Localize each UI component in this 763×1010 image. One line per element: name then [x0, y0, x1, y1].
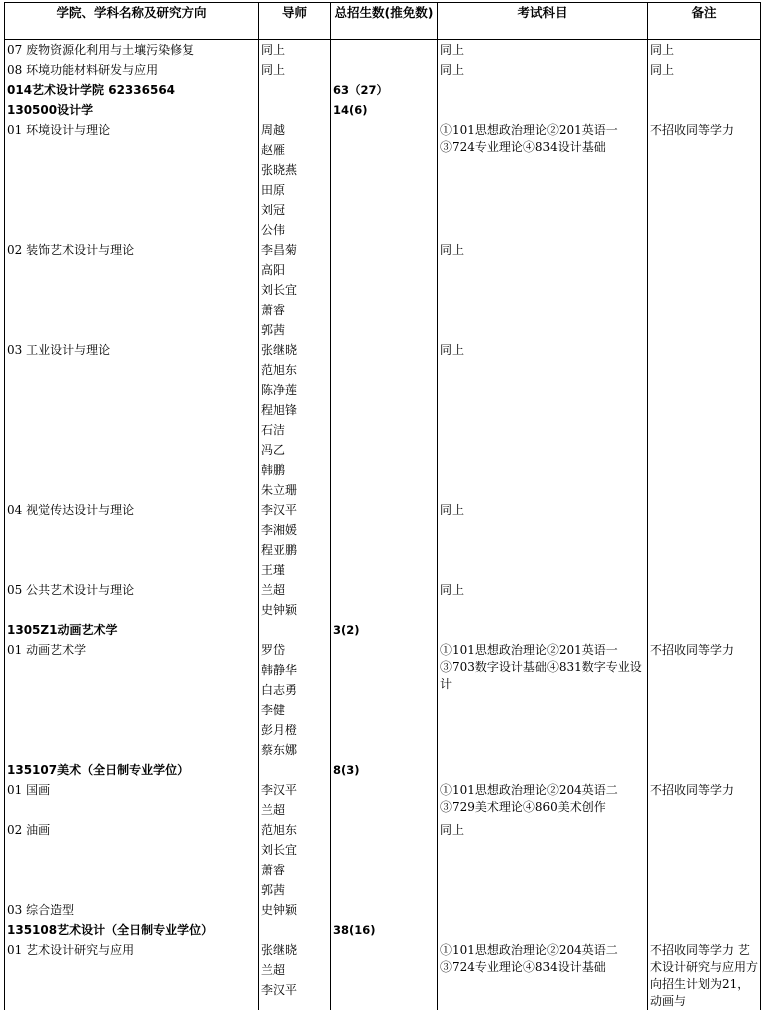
header-direction: 学院、学科名称及研究方向: [5, 3, 259, 40]
direction-cell: 05 公共艺术设计与理论: [5, 580, 259, 620]
tutor-cell: 张继晓 范旭东 陈净莲 程旭锋 石洁 冯乙 韩鹏 朱立珊: [259, 340, 331, 500]
exam-cell: 同上: [438, 340, 648, 500]
table-row: [5, 500, 761, 580]
table-row: [5, 900, 761, 920]
note-cell: 不招收同等学力 艺术设计研究与应用方向招生计划为21，动画与: [648, 940, 761, 1010]
exam-cell: 同上: [438, 500, 648, 580]
direction-cell: 04 视觉传达设计与理论: [5, 500, 259, 580]
note-cell: [648, 900, 761, 920]
table-row: [5, 920, 761, 940]
quota-cell: [331, 580, 438, 620]
exam-cell: 同上: [438, 60, 648, 80]
table-body: [5, 40, 761, 1010]
quota-cell: [331, 780, 438, 820]
admissions-table: [4, 2, 761, 1010]
quota-cell: [331, 900, 438, 920]
direction-cell: 01 艺术设计研究与应用: [5, 940, 259, 1010]
exam-cell: 同上: [438, 240, 648, 340]
direction-cell: 02 装饰艺术设计与理论: [5, 240, 259, 340]
exam-cell: 同上: [438, 580, 648, 620]
tutor-cell: 李昌菊 高阳 刘长宜 萧睿 郭茜: [259, 240, 331, 340]
note-cell: [648, 620, 761, 640]
quota-cell: [331, 940, 438, 1010]
table-row: [5, 80, 761, 100]
table-row: [5, 60, 761, 80]
exam-cell: [438, 920, 648, 940]
tutor-cell: 范旭东 刘长宜 萧睿 郭茜: [259, 820, 331, 900]
tutor-cell: 周越 赵雁 张晓燕 田原 刘冠 公伟: [259, 120, 331, 240]
table-row: [5, 780, 761, 820]
header-quota: 总招生数(推免数): [331, 3, 438, 40]
table-row: [5, 940, 761, 1010]
quota-cell: [331, 240, 438, 340]
table-row: [5, 40, 761, 61]
header-note: 备注: [648, 3, 761, 40]
tutor-cell: 张继晓 兰超 李汉平: [259, 940, 331, 1010]
quota-cell: [331, 500, 438, 580]
quota-cell: [331, 340, 438, 500]
note-cell: [648, 500, 761, 580]
quota-cell: [331, 40, 438, 61]
tutor-cell: [259, 100, 331, 120]
tutor-cell: 李汉平 兰超: [259, 780, 331, 820]
note-cell: [648, 760, 761, 780]
table-row: [5, 580, 761, 620]
quota-cell: [331, 60, 438, 80]
table-row: [5, 640, 761, 760]
exam-cell: 同上: [438, 820, 648, 900]
note-cell: 同上: [648, 40, 761, 61]
note-cell: 不招收同等学力: [648, 640, 761, 760]
direction-cell: 01 国画: [5, 780, 259, 820]
quota-cell: 3(2): [331, 620, 438, 640]
exam-cell: ①101思想政治理论②201英语一③703数字设计基础④831数字专业设计: [438, 640, 648, 760]
note-cell: [648, 920, 761, 940]
direction-cell: 07 废物资源化利用与土壤污染修复: [5, 40, 259, 61]
tutor-cell: 史钟颖: [259, 900, 331, 920]
header-row: [5, 3, 761, 40]
note-cell: 同上: [648, 60, 761, 80]
tutor-cell: [259, 80, 331, 100]
note-cell: 不招收同等学力: [648, 120, 761, 240]
tutor-cell: 兰超 史钟颖: [259, 580, 331, 620]
note-cell: [648, 340, 761, 500]
note-cell: [648, 100, 761, 120]
tutor-cell: 同上: [259, 40, 331, 61]
note-cell: 不招收同等学力: [648, 780, 761, 820]
direction-cell: 01 环境设计与理论: [5, 120, 259, 240]
direction-cell: 08 环境功能材料研发与应用: [5, 60, 259, 80]
table-row: [5, 340, 761, 500]
note-cell: [648, 580, 761, 620]
table-row: [5, 240, 761, 340]
exam-cell: [438, 80, 648, 100]
quota-cell: [331, 640, 438, 760]
quota-cell: 8(3): [331, 760, 438, 780]
note-cell: [648, 80, 761, 100]
quota-cell: 14(6): [331, 100, 438, 120]
quota-cell: 38(16): [331, 920, 438, 940]
exam-cell: ①101思想政治理论②204英语二③729美术理论④860美术创作: [438, 780, 648, 820]
direction-cell: 02 油画: [5, 820, 259, 900]
direction-cell: 135107美术（全日制专业学位）: [5, 760, 259, 780]
table-row: [5, 620, 761, 640]
exam-cell: 同上: [438, 40, 648, 61]
table-row: [5, 120, 761, 240]
direction-cell: 1305Z1动画艺术学: [5, 620, 259, 640]
exam-cell: [438, 760, 648, 780]
exam-cell: ①101思想政治理论②204英语二③724专业理论④834设计基础: [438, 940, 648, 1010]
exam-cell: [438, 620, 648, 640]
tutor-cell: [259, 760, 331, 780]
quota-cell: [331, 120, 438, 240]
note-cell: [648, 820, 761, 900]
direction-cell: 01 动画艺术学: [5, 640, 259, 760]
direction-cell: 03 综合造型: [5, 900, 259, 920]
quota-cell: [331, 820, 438, 900]
direction-cell: 130500设计学: [5, 100, 259, 120]
header-tutor: 导师: [259, 3, 331, 40]
tutor-cell: 同上: [259, 60, 331, 80]
header-exam: 考试科目: [438, 3, 648, 40]
tutor-cell: [259, 620, 331, 640]
exam-cell: [438, 100, 648, 120]
direction-cell: 014艺术设计学院 62336564: [5, 80, 259, 100]
direction-cell: 03 工业设计与理论: [5, 340, 259, 500]
tutor-cell: 李汉平 李湘媛 程亚鹏 王瑾: [259, 500, 331, 580]
tutor-cell: [259, 920, 331, 940]
table-row: [5, 100, 761, 120]
table-row: [5, 820, 761, 900]
quota-cell: 63（27）: [331, 80, 438, 100]
note-cell: [648, 240, 761, 340]
direction-cell: 135108艺术设计（全日制专业学位）: [5, 920, 259, 940]
exam-cell: [438, 900, 648, 920]
tutor-cell: 罗岱 韩静华 白志勇 李健 彭月橙 蔡东娜: [259, 640, 331, 760]
table-row: [5, 760, 761, 780]
exam-cell: ①101思想政治理论②201英语一③724专业理论④834设计基础: [438, 120, 648, 240]
